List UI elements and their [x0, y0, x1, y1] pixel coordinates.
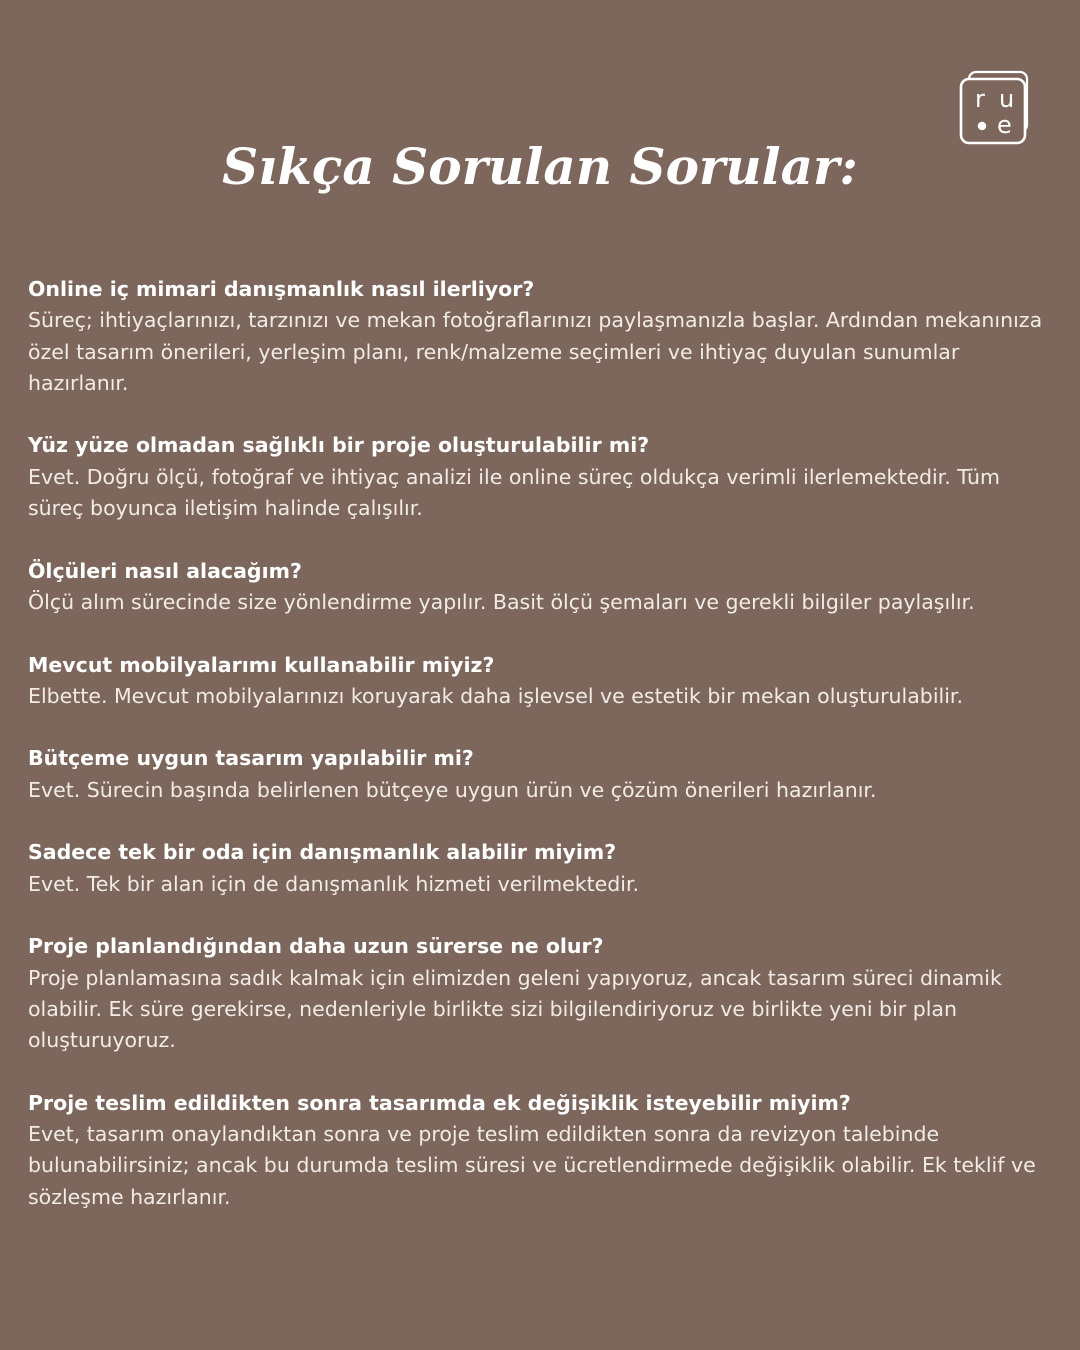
faq-item: [28, 556, 1058, 619]
faq-answer: Evet. Doğru ölçü, fotoğraf ve ihtiyaç analizi ile online süreç oldukça verimli ilerlemektedir. Tüm süreç boyunca iletişim halinde çalışılır.: [28, 464, 1000, 521]
faq-item: [28, 274, 1058, 399]
faq-answer: Elbette. Mevcut mobilyalarınızı koruyarak daha işlevsel ve estetik bir mekan oluşturulabilir.: [28, 683, 963, 708]
faq-answer: Proje planlamasına sadık kalmak için elimizden geleni yapıyoruz, ancak tasarım süreci dinamik olabilir. Ek süre gerekirse, nedenleriyle birlikte sizi bilgilendiriyoruz ve birlikte yeni bir plan oluşturuyoruz.: [28, 965, 1002, 1053]
faq-answer: Evet, tasarım onaylandıktan sonra ve proje teslim edildikten sonra da revizyon talebinde bulunabilirsiniz; ancak bu durumda teslim süresi ve ücretlendirmede değişiklik olabilir. Ek teklif ve sözleşme hazırlanır.: [28, 1122, 1036, 1209]
faq-question: Mevcut mobilyalarımı kullanabilir miyiz?: [28, 652, 495, 677]
page-title: Sıkça Sorulan Sorular:: [222, 137, 858, 196]
faq-question: Proje teslim edildikten sonra tasarımda ek değişiklik isteyebilir miyim?: [28, 1090, 851, 1115]
faq-question: Bütçeme uygun tasarım yapılabilir mi?: [28, 746, 474, 771]
faq-list: [28, 274, 1058, 1244]
faq-item: [28, 1088, 1058, 1213]
faq-item: [28, 650, 1058, 713]
rue-logo-icon: [957, 70, 1031, 146]
faq-item: [28, 743, 1058, 806]
faq-item: [28, 430, 1058, 524]
faq-question: Online iç mimari danışmanlık nasıl ilerliyor?: [28, 277, 535, 301]
svg-text:e: e: [997, 111, 1012, 139]
faq-answer: Evet. Sürecin başında belirlenen bütçeye uygun ürün ve çözüm önerileri hazırlanır.: [28, 777, 877, 802]
faq-question: Ölçüleri nasıl alacağım?: [28, 558, 302, 583]
faq-answer: Ölçü alım sürecinde size yönlendirme yapılır. Basit ölçü şemaları ve gerekli bilgiler paylaşılır.: [28, 589, 975, 614]
faq-answer: Süreç; ihtiyaçlarınızı, tarzınızı ve mekan fotoğraflarınızı paylaşmanızla başlar. Ardından mekanınıza özel tasarım önerileri, yerleşim planı, renk/malzeme seçimleri ve ihtiyaç duyulan sunumlar hazırlanır.: [28, 308, 1043, 395]
faq-question: Sadece tek bir oda için danışmanlık alabilir miyim?: [28, 840, 617, 865]
faq-question: Proje planlandığından daha uzun sürerse ne olur?: [28, 934, 604, 959]
faq-item: [28, 837, 1058, 900]
faq-question: Yüz yüze olmadan sağlıklı bir proje oluşturulabilir mi?: [28, 433, 650, 458]
svg-text:r: r: [975, 85, 985, 113]
faq-answer: Evet. Tek bir alan için de danışmanlık hizmeti verilmektedir.: [28, 871, 640, 896]
faq-item: [28, 931, 1058, 1056]
svg-text:u: u: [999, 85, 1015, 113]
